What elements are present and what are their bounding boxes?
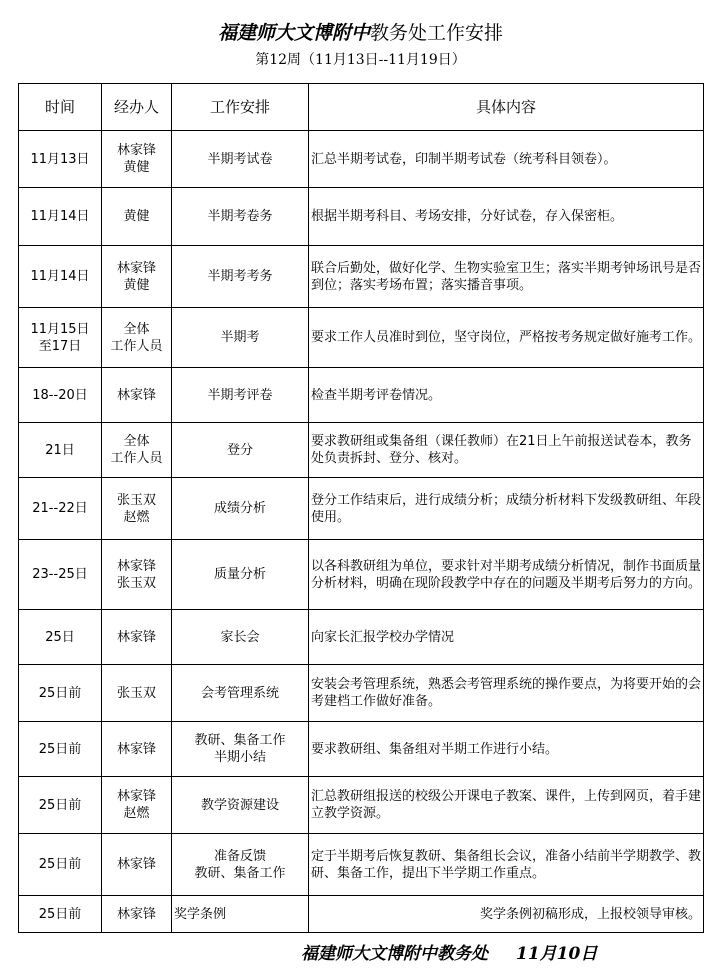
cell-person: 林家锋 赵燃: [102, 777, 172, 834]
table-row: [19, 131, 704, 188]
table-row: [19, 478, 704, 540]
table-row: [19, 610, 704, 665]
column-header-detail: 具体内容: [309, 84, 704, 131]
cell-detail: 要求教研组、集备组对半期工作进行小结。: [309, 722, 704, 777]
cell-person: 林家锋 张玉双: [102, 540, 172, 610]
table-row: [19, 722, 704, 777]
cell-person: 林家锋: [102, 722, 172, 777]
table-row: [19, 665, 704, 722]
cell-detail: 联合后勤处，做好化学、生物实验室卫生；落实半期考钟场讯号是否到位；落实考场布置；落实播音事项。: [309, 246, 704, 308]
column-header-time: 时间: [19, 84, 102, 131]
cell-time: 25日前: [19, 722, 102, 777]
cell-task: 教研、集备工作 半期小结: [172, 722, 309, 777]
cell-detail: 登分工作结束后，进行成绩分析；成绩分析材料下发级教研组、年段使用。: [309, 478, 704, 540]
cell-person: 黄健: [102, 188, 172, 246]
cell-task: 质量分析: [172, 540, 309, 610]
cell-time: 23--25日: [19, 540, 102, 610]
cell-person: 全体 工作人员: [102, 423, 172, 478]
cell-detail: 要求教研组或集备组（课任教师）在21日上午前报送试卷本，教务处负责拆封、登分、核对。: [309, 423, 704, 478]
cell-task: 家长会: [172, 610, 309, 665]
cell-task: 半期考试卷: [172, 131, 309, 188]
cell-detail: 检查半期考评卷情况。: [309, 368, 704, 423]
schedule-table: [18, 83, 704, 933]
cell-detail: 汇总教研组报送的校级公开课电子教案、课件，上传到网页，着手建立教学资源。: [309, 777, 704, 834]
cell-person: 张玉双: [102, 665, 172, 722]
document-title: [0, 20, 721, 46]
cell-person: 林家锋: [102, 896, 172, 933]
cell-time: 11月14日: [19, 246, 102, 308]
cell-person: 林家锋 黄健: [102, 246, 172, 308]
cell-task: 半期考考务: [172, 246, 309, 308]
cell-detail: 以各科教研组为单位，要求针对半期考成绩分析情况，制作书面质量分析材料，明确在现阶段教学中存在的问题及半期考后努力的方向。: [309, 540, 704, 610]
cell-task: 奖学条例: [172, 896, 309, 933]
table-header-row: [19, 84, 704, 131]
table-row: [19, 834, 704, 896]
cell-person: 全体 工作人员: [102, 308, 172, 368]
cell-person: 林家锋 黄健: [102, 131, 172, 188]
cell-person: 林家锋: [102, 834, 172, 896]
cell-task: 半期考: [172, 308, 309, 368]
footer-signature-line: [301, 943, 701, 965]
footer-date: 11月10日: [516, 944, 598, 964]
cell-time: 11月14日: [19, 188, 102, 246]
column-header-person: 经办人: [102, 84, 172, 131]
table-row: [19, 540, 704, 610]
cell-detail: 要求工作人员准时到位，坚守岗位，严格按考务规定做好施考工作。: [309, 308, 704, 368]
cell-time: 25日前: [19, 665, 102, 722]
cell-task: 会考管理系统: [172, 665, 309, 722]
table-row: [19, 777, 704, 834]
cell-time: 18--20日: [19, 368, 102, 423]
cell-time: 25日前: [19, 896, 102, 933]
table-row: [19, 896, 704, 933]
column-header-task: 工作安排: [172, 84, 309, 131]
table-row: [19, 188, 704, 246]
cell-task: 准备反馈 教研、集备工作: [172, 834, 309, 896]
cell-time: 21--22日: [19, 478, 102, 540]
cell-detail: 汇总半期考试卷，印制半期考试卷（统考科目领卷）。: [309, 131, 704, 188]
cell-detail: 安装会考管理系统，熟悉会考管理系统的操作要点，为将要开始的会考建档工作做好准备。: [309, 665, 704, 722]
cell-detail: 奖学条例初稿形成，上报校领导审核。: [309, 896, 704, 933]
cell-time: 11月13日: [19, 131, 102, 188]
footer-signature: 福建师大文博附中教务处: [301, 944, 488, 964]
cell-time: 25日: [19, 610, 102, 665]
table-row: [19, 368, 704, 423]
title-rest: 教务处工作安排: [370, 22, 504, 44]
table-row: [19, 308, 704, 368]
cell-time: 25日前: [19, 777, 102, 834]
cell-detail: 根据半期考科目、考场安排，分好试卷，存入保密柜。: [309, 188, 704, 246]
school-name: 福建师大文博附中: [217, 22, 370, 44]
cell-task: 成绩分析: [172, 478, 309, 540]
cell-person: 林家锋: [102, 368, 172, 423]
cell-person: 张玉双 赵燃: [102, 478, 172, 540]
cell-time: 25日前: [19, 834, 102, 896]
cell-time: 21日: [19, 423, 102, 478]
cell-time: 11月15日 至17日: [19, 308, 102, 368]
cell-person: 林家锋: [102, 610, 172, 665]
cell-task: 教学资源建设: [172, 777, 309, 834]
cell-task: 半期考评卷: [172, 368, 309, 423]
cell-detail: 定于半期考后恢复教研、集备组长会议，准备小结前半学期教学、教研、集备工作，提出下半学期工作重点。: [309, 834, 704, 896]
table-row: [19, 423, 704, 478]
table-row: [19, 246, 704, 308]
cell-task: 登分: [172, 423, 309, 478]
cell-task: 半期考卷务: [172, 188, 309, 246]
cell-detail: 向家长汇报学校办学情况: [309, 610, 704, 665]
week-subtitle: 第12周（11月13日--11月19日）: [255, 52, 466, 68]
